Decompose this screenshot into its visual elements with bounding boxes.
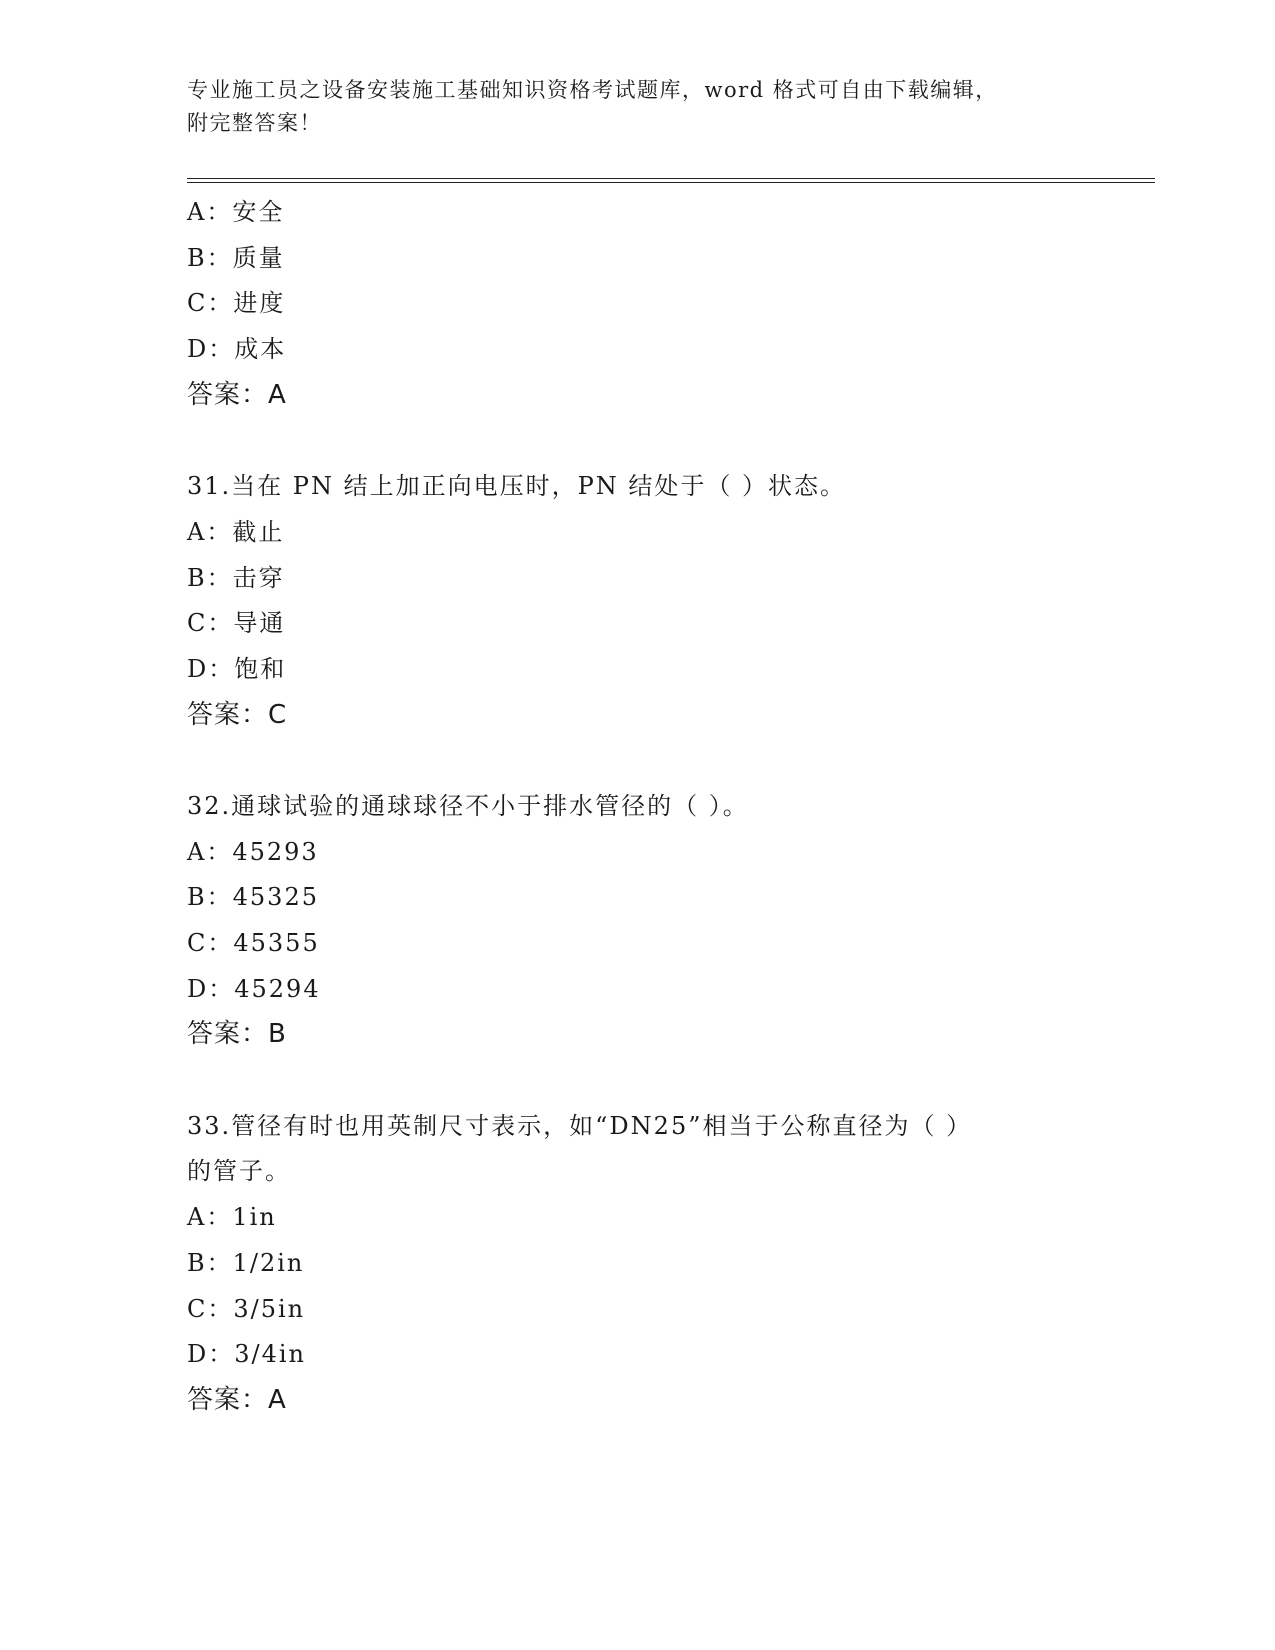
answer-line: 答案：A	[187, 379, 287, 410]
option-a: A：安全	[187, 198, 285, 226]
option-d: D：45294	[187, 974, 321, 1003]
answer-line: 答案：B	[187, 1019, 287, 1050]
option-b: B：1/2in	[187, 1248, 305, 1277]
question-text-line-2: 的管子。	[187, 1157, 291, 1186]
option-d: D：饱和	[187, 654, 287, 683]
question-text: 32.通球试验的通球球径不小于排水管径的（ ）。	[187, 791, 749, 820]
answer-line: 答案：A	[187, 1384, 287, 1415]
question-block-32	[187, 784, 1087, 1058]
header-line-2: 附完整答案！	[187, 111, 322, 135]
question-text-line-1: 33.管径有时也用英制尺寸表示，如“DN25”相当于公称直径为（ ）	[187, 1111, 973, 1140]
option-a: A：截止	[187, 517, 285, 546]
option-d: D：3/4in	[187, 1340, 306, 1369]
option-c: C：进度	[187, 289, 286, 318]
option-c: C：3/5in	[187, 1294, 306, 1323]
header-line-1: 专业施工员之设备安装施工基础知识资格考试题库，word 格式可自由下载编辑，	[187, 78, 998, 102]
option-b: B：击穿	[187, 563, 285, 592]
header-divider-top	[187, 178, 1155, 179]
document-body	[187, 190, 1087, 1424]
option-d: D：成本	[187, 335, 287, 364]
option-a: A：45293	[187, 837, 319, 866]
option-c: C：导通	[187, 609, 286, 638]
option-b: B：质量	[187, 243, 285, 272]
document-header	[187, 74, 1087, 140]
header-divider-bottom	[187, 182, 1155, 183]
answer-line: 答案：C	[187, 699, 288, 730]
option-a: A：1in	[187, 1203, 277, 1232]
question-text: 31.当在 PN 结上加正向电压时，PN 结处于（ ）状态。	[187, 472, 846, 501]
option-b: B：45325	[187, 883, 319, 912]
question-block-30	[187, 190, 1087, 418]
question-block-31	[187, 464, 1087, 738]
option-c: C：45355	[187, 929, 320, 957]
question-block-33	[187, 1104, 1087, 1424]
